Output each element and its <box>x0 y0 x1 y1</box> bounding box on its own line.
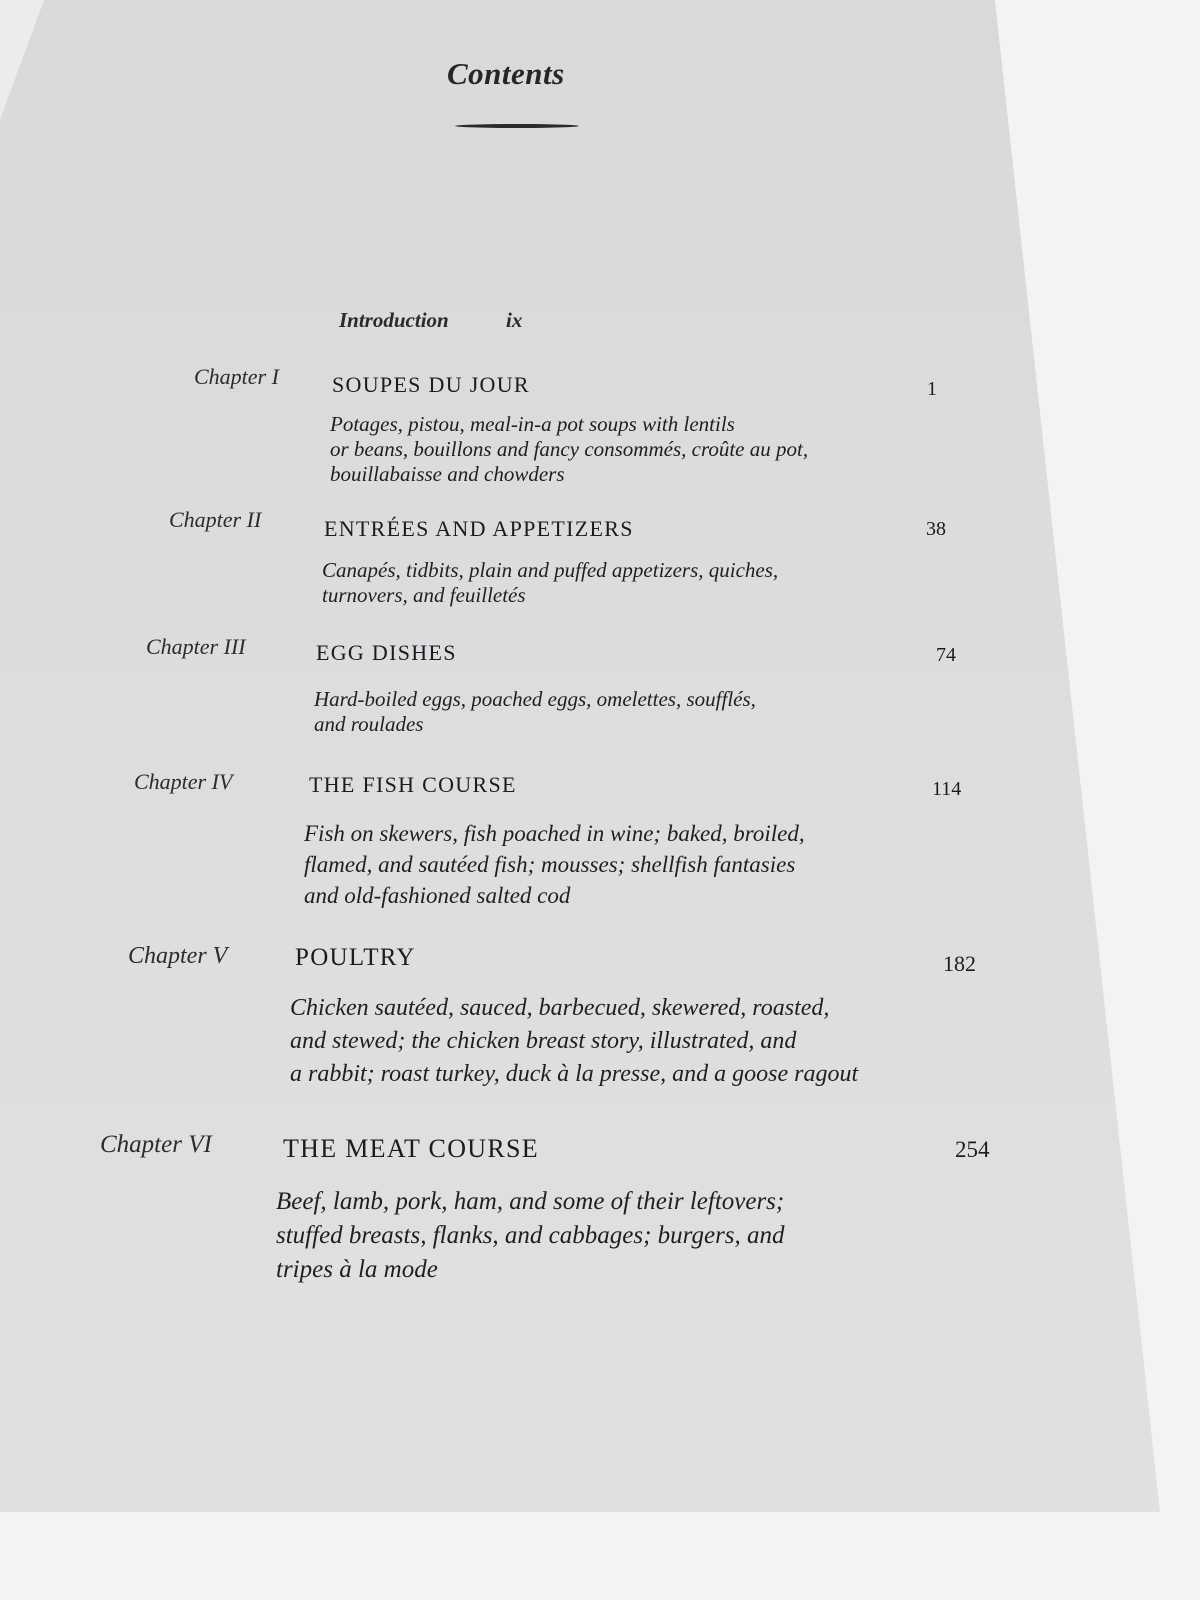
chapter-page: 1 <box>927 378 937 400</box>
introduction-page: ix <box>506 308 523 332</box>
chapter-title: POULTRY <box>295 944 416 971</box>
description-line: flamed, and sautéed fish; mousses; shellfish fantasies <box>304 852 796 877</box>
chapter-title: THE MEAT COURSE <box>283 1134 539 1163</box>
description-line: tripes à la mode <box>276 1256 438 1283</box>
chapter-description <box>314 687 964 737</box>
chapter-label: Chapter I <box>194 364 279 389</box>
description-line: and stewed; the chicken breast story, illustrated, and <box>290 1028 797 1054</box>
description-line: Potages, pistou, meal-in-a pot soups with lentils <box>330 412 735 436</box>
description-line: or beans, bouillons and fancy consommés, croûte au pot, <box>330 437 809 461</box>
contents-heading: Contents <box>447 56 565 91</box>
description-line: Canapés, tidbits, plain and puffed appetizers, quiches, <box>322 558 779 582</box>
introduction-label: Introduction <box>339 308 449 332</box>
chapter-page: 182 <box>943 951 976 976</box>
description-line: a rabbit; roast turkey, duck à la presse, and a goose ragout <box>290 1061 859 1087</box>
chapter-description <box>330 412 970 487</box>
chapter-title: ENTRÉES AND APPETIZERS <box>324 516 634 541</box>
chapter-page: 254 <box>955 1137 990 1162</box>
chapter-title: EGG DISHES <box>316 640 457 665</box>
description-line: Beef, lamb, pork, ham, and some of their leftovers; <box>276 1188 785 1215</box>
chapter-description <box>290 992 1010 1091</box>
chapter-label: Chapter V <box>128 943 228 969</box>
description-line: Hard-boiled eggs, poached eggs, omelettes, soufflés, <box>314 687 756 711</box>
chapter-title: THE FISH COURSE <box>309 772 517 797</box>
chapter-page: 114 <box>932 778 962 800</box>
description-line: turnovers, and feuilletés <box>322 583 526 607</box>
chapter-label: Chapter III <box>146 634 246 659</box>
chapter-label: Chapter II <box>169 507 262 532</box>
chapter-description <box>322 558 962 608</box>
chapter-description <box>276 1185 976 1287</box>
description-line: stuffed breasts, flanks, and cabbages; burgers, and <box>276 1222 785 1249</box>
description-line: and old-fashioned salted cod <box>304 883 571 908</box>
description-line: Chicken sautéed, sauced, barbecued, skewered, roasted, <box>290 995 830 1021</box>
description-line: Fish on skewers, fish poached in wine; baked, broiled, <box>304 821 805 846</box>
chapter-description <box>304 818 964 911</box>
chapter-label: Chapter VI <box>100 1131 212 1158</box>
chapter-page: 38 <box>926 518 946 540</box>
description-line: bouillabaisse and chowders <box>330 462 565 486</box>
heading-rule <box>455 124 579 128</box>
description-line: and roulades <box>314 712 424 736</box>
chapter-title: SOUPES DU JOUR <box>332 372 530 397</box>
chapter-label: Chapter IV <box>134 769 233 794</box>
chapter-page: 74 <box>936 644 956 666</box>
